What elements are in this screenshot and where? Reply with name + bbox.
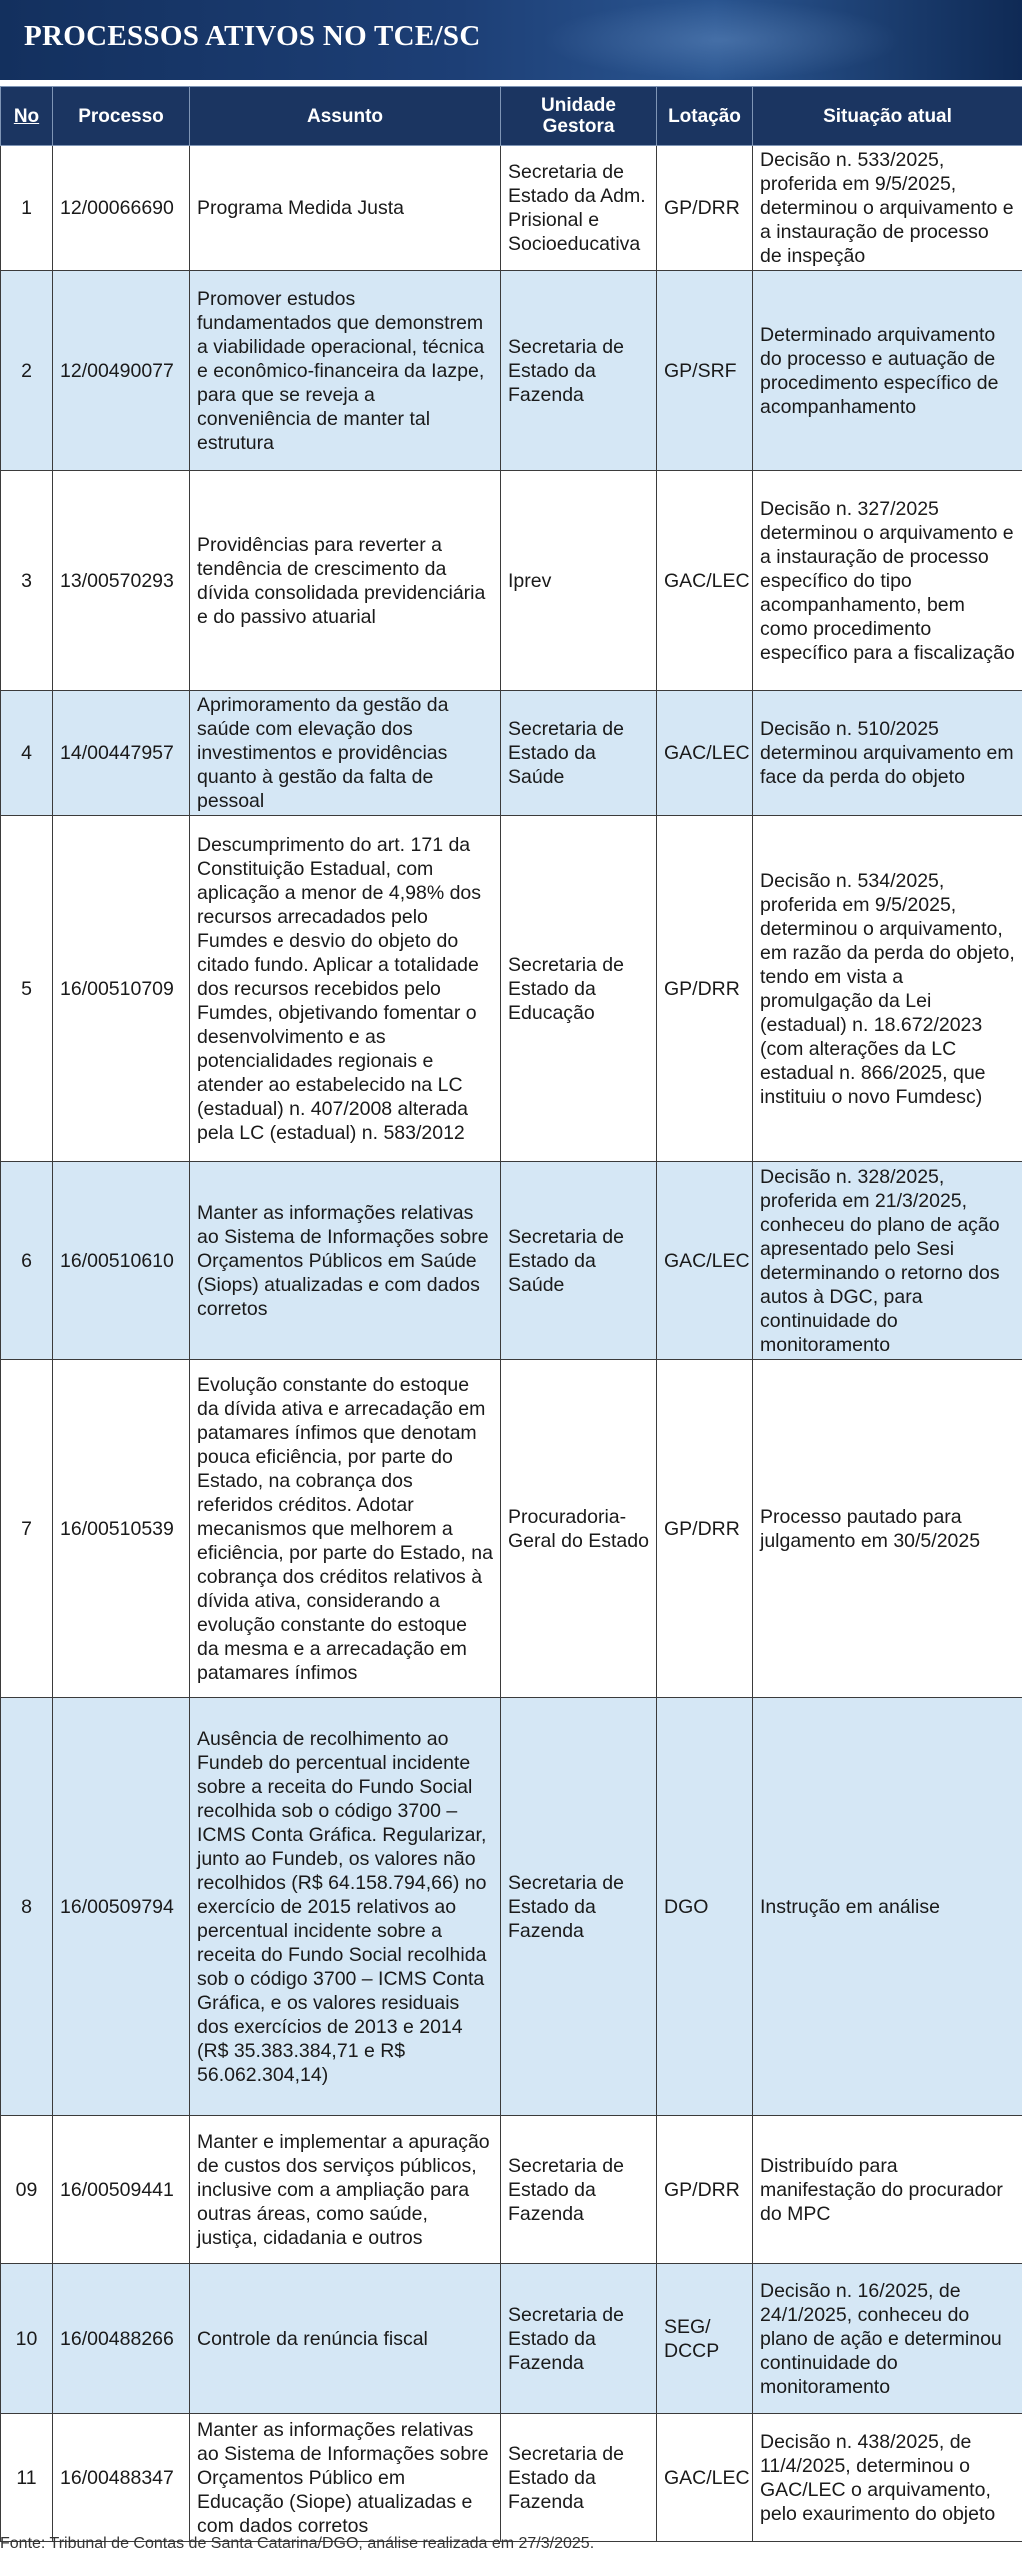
column-header-unidade: Unidade Gestora [501,87,657,146]
table-row [1,1162,1022,1360]
cell-unidade: Secretaria de Estado da Fazenda [501,2414,657,2542]
processes-table [0,86,1022,2542]
cell-lotacao: GP/SRF [657,271,753,471]
cell-no: 6 [1,1162,53,1360]
cell-assunto: Promover estudos fundamentados que demonstrem a viabilidade operacional, técnica e econômico-financeira da Iazpe, para que se reveja a conveniência de manter tal estrutura [190,271,501,471]
cell-assunto: Manter as informações relativas ao Sistema de Informações sobre Orçamentos Públicos em Saúde (Siops) atualizadas e com dados corretos [190,1162,501,1360]
table-row [1,1360,1022,1698]
cell-situacao: Decisão n. 328/2025, proferida em 21/3/2025, conheceu do plano de ação apresentado pelo Sesi determinando o retorno dos autos à DGC, para continuidade do monitoramento [753,1162,1022,1360]
cell-no: 11 [1,2414,53,2542]
cell-unidade: Iprev [501,471,657,691]
table-row [1,2414,1022,2542]
cell-assunto: Manter as informações relativas ao Sistema de Informações sobre Orçamentos Público em Educação (Siope) atualizadas e com dados corretos [190,2414,501,2542]
source-note: Fonte: Tribunal de Contas de Santa Catarina/DGO, análise realizada em 27/3/2025. [0,2535,595,2552]
cell-processo: 14/00447957 [53,691,190,816]
table-row [1,271,1022,471]
table-row [1,2264,1022,2414]
cell-lotacao: GAC/LEC [657,1162,753,1360]
cell-processo: 16/00510539 [53,1360,190,1698]
cell-no: 2 [1,271,53,471]
cell-unidade: Secretaria de Estado da Saúde [501,1162,657,1360]
cell-processo: 16/00488266 [53,2264,190,2414]
cell-lotacao: GAC/LEC [657,2414,753,2542]
cell-no: 8 [1,1698,53,2116]
column-header-assunto: Assunto [190,87,501,146]
cell-lotacao: GP/DRR [657,2116,753,2264]
table-row [1,691,1022,816]
cell-unidade: Secretaria de Estado da Saúde [501,691,657,816]
cell-situacao: Instrução em análise [753,1698,1022,2116]
cell-situacao: Distribuído para manifestação do procurador do MPC [753,2116,1022,2264]
column-header-processo: Processo [53,87,190,146]
processes-table-container [0,86,1022,2537]
cell-lotacao: SEG/ DCCP [657,2264,753,2414]
cell-unidade: Secretaria de Estado da Fazenda [501,2116,657,2264]
cell-assunto: Programa Medida Justa [190,146,501,271]
cell-unidade: Secretaria de Estado da Adm. Prisional e Socioeducativa [501,146,657,271]
cell-processo: 12/00066690 [53,146,190,271]
cell-assunto: Aprimoramento da gestão da saúde com elevação dos investimentos e providências quanto à gestão da falta de pessoal [190,691,501,816]
cell-processo: 16/00488347 [53,2414,190,2542]
cell-situacao: Decisão n. 533/2025, proferida em 9/5/2025, determinou o arquivamento e a instauração de processo de inspeção [753,146,1022,271]
cell-lotacao: DGO [657,1698,753,2116]
cell-no: 5 [1,816,53,1162]
title-bar-decoration [542,0,902,80]
cell-processo: 16/00509794 [53,1698,190,2116]
cell-lotacao: GP/DRR [657,816,753,1162]
column-header-lotacao: Lotação [657,87,753,146]
cell-situacao: Decisão n. 327/2025 determinou o arquivamento e a instauração de processo específico do tipo acompanhamento, bem como procedimento específico para a fiscalização [753,471,1022,691]
cell-lotacao: GAC/LEC [657,471,753,691]
cell-no: 4 [1,691,53,816]
cell-processo: 16/00510610 [53,1162,190,1360]
table-row [1,1698,1022,2116]
cell-assunto: Controle da renúncia fiscal [190,2264,501,2414]
table-row [1,816,1022,1162]
cell-unidade: Procuradoria-Geral do Estado [501,1360,657,1698]
title-bar [0,0,1022,80]
cell-situacao: Decisão n. 16/2025, de 24/1/2025, conheceu do plano de ação e determinou continuidade do monitoramento [753,2264,1022,2414]
column-header-no: No [1,87,53,146]
cell-no: 09 [1,2116,53,2264]
cell-no: 10 [1,2264,53,2414]
cell-lotacao: GP/DRR [657,1360,753,1698]
table-row [1,2116,1022,2264]
cell-situacao: Decisão n. 438/2025, de 11/4/2025, determinou o GAC/LEC o arquivamento, pelo exaurimento do objeto [753,2414,1022,2542]
cell-processo: 16/00510709 [53,816,190,1162]
cell-processo: 13/00570293 [53,471,190,691]
cell-assunto: Manter e implementar a apuração de custos dos serviços públicos, inclusive com a ampliação para outras áreas, como saúde, justiça, cidadania e outros [190,2116,501,2264]
cell-situacao: Decisão n. 534/2025, proferida em 9/5/2025, determinou o arquivamento, em razão da perda do objeto, tendo em vista a promulgação da Lei (estadual) n. 18.672/2023 (com alterações da LC estadual n. 866/2025, que instituiu o novo Fumdesc) [753,816,1022,1162]
cell-no: 3 [1,471,53,691]
page-title: PROCESSOS ATIVOS NO TCE/SC [24,20,481,52]
cell-situacao: Decisão n. 510/2025 determinou arquivamento em face da perda do objeto [753,691,1022,816]
cell-assunto: Providências para reverter a tendência de crescimento da dívida consolidada previdenciária e do passivo atuarial [190,471,501,691]
table-row [1,146,1022,271]
cell-lotacao: GP/DRR [657,146,753,271]
cell-processo: 12/00490077 [53,271,190,471]
cell-unidade: Secretaria de Estado da Fazenda [501,271,657,471]
cell-unidade: Secretaria de Estado da Fazenda [501,1698,657,2116]
table-header-row [1,87,1022,146]
cell-unidade: Secretaria de Estado da Fazenda [501,2264,657,2414]
cell-no: 1 [1,146,53,271]
cell-situacao: Determinado arquivamento do processo e autuação de procedimento específico de acompanhamento [753,271,1022,471]
column-header-situacao: Situação atual [753,87,1022,146]
cell-situacao: Processo pautado para julgamento em 30/5/2025 [753,1360,1022,1698]
cell-no: 7 [1,1360,53,1698]
cell-assunto: Evolução constante do estoque da dívida ativa e arrecadação em patamares ínfimos que denotam pouca eficiência, por parte do Estado, na cobrança dos referidos créditos. Adotar mecanismos que melhorem a eficiência, por parte do Estado, na cobrança dos créditos relativos à dívida ativa, considerando a evolução constante do estoque da mesma e a arrecadação em patamares ínfimos [190,1360,501,1698]
table-row [1,471,1022,691]
cell-unidade: Secretaria de Estado da Educação [501,816,657,1162]
cell-processo: 16/00509441 [53,2116,190,2264]
cell-lotacao: GAC/LEC [657,691,753,816]
cell-assunto: Descumprimento do art. 171 da Constituição Estadual, com aplicação a menor de 4,98% dos recursos arrecadados pelo Fumdes e desvio do objeto do citado fundo. Aplicar a totalidade dos recursos recebidos pelo Fumdes, objetivando fomentar o desenvolvimento e as potencialidades regionais e atender ao estabelecido na LC (estadual) n. 407/2008 alterada pela LC (estadual) n. 583/2012 [190,816,501,1162]
cell-assunto: Ausência de recolhimento ao Fundeb do percentual incidente sobre a receita do Fundo Social recolhida sob o código 3700 – ICMS Conta Gráfica. Regularizar, junto ao Fundeb, os valores não recolhidos (R$ 64.158.794,66) no exercício de 2015 relativos ao percentual incidente sobre a receita do Fundo Social recolhida sob o código 3700 – ICMS Conta Gráfica, e os valores residuais dos exercícios de 2013 e 2014 (R$ 35.383.384,71 e R$ 56.062.304,14) [190,1698,501,2116]
